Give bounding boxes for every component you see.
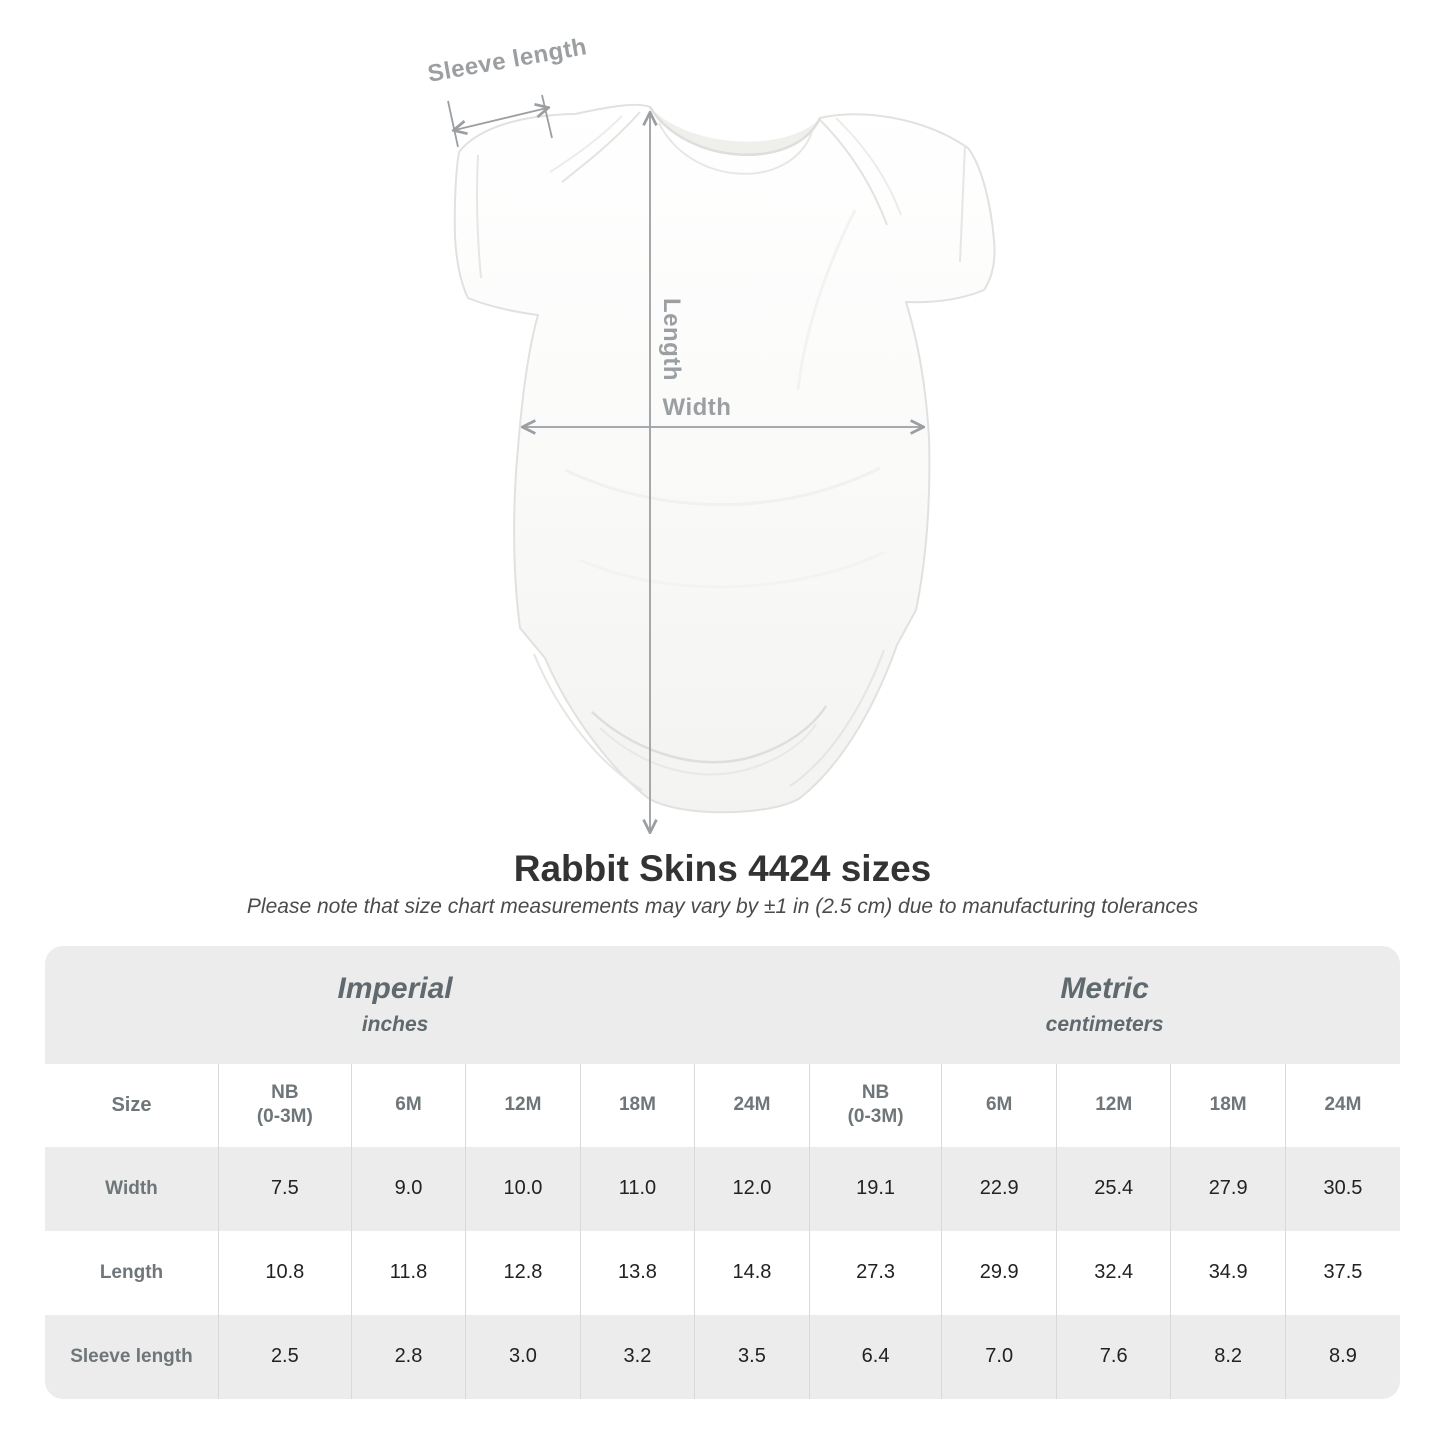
table-cell: 2.8 [351, 1315, 465, 1399]
table-cell: 2.5 [218, 1315, 351, 1399]
table-cell: 10.8 [218, 1231, 351, 1315]
column-header-line: 18M [1209, 1094, 1247, 1116]
column-header-nb-metric [809, 1064, 942, 1147]
row-label: Sleeve length [45, 1315, 218, 1399]
table-cell: 6.4 [809, 1315, 942, 1399]
size-column-header: Size [45, 1064, 218, 1147]
metric-group-header [809, 946, 1400, 1064]
column-header-line: NB [861, 1081, 890, 1103]
bodysuit-outline [455, 105, 995, 812]
column-header-6m-imperial [351, 1064, 465, 1147]
table-cell: 37.5 [1285, 1231, 1400, 1315]
column-header-24m-imperial [695, 1064, 809, 1147]
page-title: Rabbit Skins 4424 sizes [513, 848, 932, 889]
column-header-line: 12M [1095, 1094, 1133, 1116]
metric-label: Metric [1060, 972, 1149, 1006]
column-header-line: 12M [504, 1094, 542, 1116]
column-header-line: 24M [733, 1094, 771, 1116]
column-header-line: 6M [985, 1094, 1013, 1116]
column-header-24m-metric [1285, 1064, 1400, 1147]
column-header-line: 6M [395, 1094, 422, 1116]
length-label: Length [658, 298, 685, 381]
imperial-group-header [45, 946, 809, 1064]
table-cell: 27.3 [809, 1231, 942, 1315]
table-cell: 27.9 [1171, 1147, 1285, 1231]
column-header-line: (0-3M) [847, 1106, 904, 1128]
table-cell: 9.0 [351, 1147, 465, 1231]
table-cell: 13.8 [580, 1231, 694, 1315]
unit-group-row [45, 946, 1400, 1064]
table-cell: 11.8 [351, 1231, 465, 1315]
table-row-sleeve-length [45, 1315, 1400, 1399]
column-header-12m-imperial [466, 1064, 580, 1147]
column-header-12m-metric [1056, 1064, 1170, 1147]
table-cell: 7.6 [1056, 1315, 1170, 1399]
size-table [45, 946, 1400, 1399]
column-header-line: (0-3M) [256, 1106, 313, 1128]
column-header-line: NB [271, 1081, 299, 1103]
sleeve-arrow-left-tick [448, 101, 458, 147]
table-cell: 7.5 [218, 1147, 351, 1231]
size-table-grid [45, 946, 1400, 1399]
table-cell: 22.9 [942, 1147, 1056, 1231]
caption [0, 847, 1445, 920]
width-label: Width [662, 394, 732, 421]
table-cell: 30.5 [1285, 1147, 1400, 1231]
table-cell: 3.5 [695, 1315, 809, 1399]
table-cell: 8.2 [1171, 1315, 1285, 1399]
metric-unit-label: centimeters [1045, 1013, 1164, 1037]
table-cell: 11.0 [580, 1147, 694, 1231]
size-header-row [45, 1064, 1400, 1147]
table-cell: 25.4 [1056, 1147, 1170, 1231]
table-cell: 12.0 [695, 1147, 809, 1231]
table-cell: 8.9 [1285, 1315, 1400, 1399]
table-cell: 10.0 [466, 1147, 580, 1231]
column-header-nb-imperial [218, 1064, 351, 1147]
table-cell: 12.8 [466, 1231, 580, 1315]
table-cell: 3.0 [466, 1315, 580, 1399]
table-row-length [45, 1231, 1400, 1315]
table-cell: 14.8 [695, 1231, 809, 1315]
column-header-line: 24M [1324, 1094, 1362, 1116]
column-header-18m-metric [1171, 1064, 1285, 1147]
table-cell: 32.4 [1056, 1231, 1170, 1315]
column-header-line: 18M [618, 1094, 656, 1116]
table-cell: 29.9 [942, 1231, 1056, 1315]
table-cell: 7.0 [942, 1315, 1056, 1399]
table-cell: 19.1 [809, 1147, 942, 1231]
tolerance-note: Please note that size chart measurements may vary by ±1 in (2.5 cm) due to manufacturing tolerances [246, 894, 1199, 918]
table-cell: 34.9 [1171, 1231, 1285, 1315]
row-label: Width [45, 1147, 218, 1231]
row-label: Length [45, 1231, 218, 1315]
imperial-unit-label: inches [361, 1013, 429, 1037]
table-row-width [45, 1147, 1400, 1231]
column-header-18m-imperial [580, 1064, 694, 1147]
sleeve-length-label: Sleeve length [425, 33, 590, 88]
table-cell: 3.2 [580, 1315, 694, 1399]
column-header-6m-metric [942, 1064, 1056, 1147]
imperial-label: Imperial [337, 972, 453, 1006]
